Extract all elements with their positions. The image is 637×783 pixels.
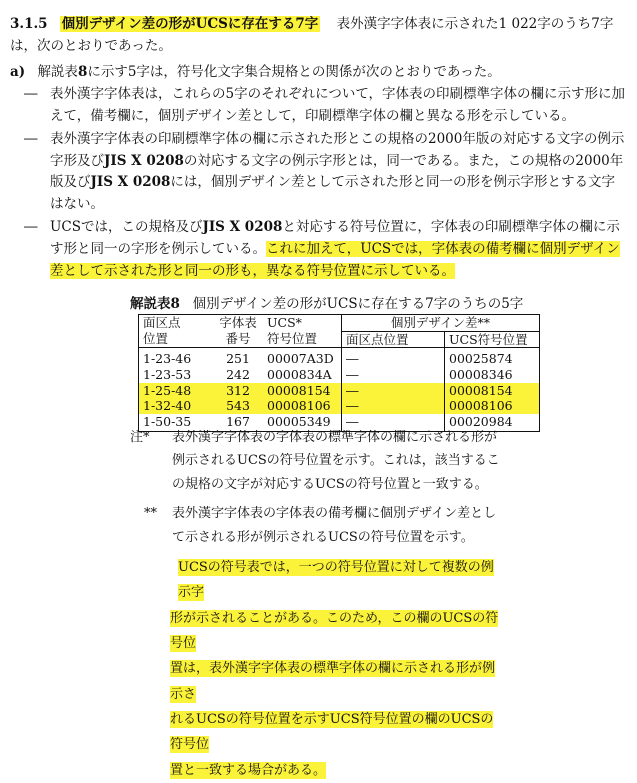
dash-item-bold: JIS X 0208	[202, 219, 283, 236]
note-2	[130, 502, 500, 549]
header-line: 符号位置	[267, 330, 318, 346]
note-1	[130, 426, 500, 496]
table-row	[139, 398, 540, 414]
table-row	[139, 383, 540, 399]
header-line: 面区点	[143, 315, 181, 330]
subheader-kuten: 面区点位置	[342, 331, 445, 348]
col-header-ucs	[263, 315, 342, 348]
cell-diff-ucs: 00008154	[445, 383, 540, 399]
cell-kuten: 1-23-53	[143, 366, 192, 382]
section-heading	[10, 14, 625, 58]
cell-ucs: 00007A3D	[267, 351, 334, 367]
dash-item-3	[10, 217, 626, 283]
dash-marker: ―	[24, 86, 38, 102]
cell-diff-kuten: ―	[342, 367, 445, 383]
section-number: 3.1.5	[10, 16, 48, 32]
cell-ucs: 00005349	[267, 413, 331, 429]
cell-diff-kuten: ―	[342, 383, 445, 399]
cell-kuten: 1-50-35	[143, 413, 192, 429]
highlighted-text: これに加えて，UCSでは，字体表の備考欄に個別デザイン差として示された形と同一の形も，異なる符号位置に示している。	[50, 241, 620, 279]
header-line: UCS*	[267, 315, 302, 330]
dash-marker: ―	[24, 130, 38, 147]
list-item-a	[10, 62, 625, 84]
cell-diff-kuten: ―	[342, 398, 445, 414]
note-extra-line: 形が示されることがある。このため，この欄のUCSの符号位	[170, 610, 499, 651]
note-extra-line: 置は，表外漢字字体表の標準字体の欄に示される形が例示さ	[170, 661, 496, 702]
dash-item-text-mid: の対応する文字の例示字形とは，同一である。また，この規格の2000年版及び	[50, 152, 624, 191]
dash-item-text-mid: と対応する符号位置に，字体表の印刷標準字体の欄に示す形と同一の字形を例示している。	[50, 219, 620, 258]
dash-item-bold: JIS X 0208	[90, 174, 171, 191]
cell-ucs: 00008154	[263, 383, 342, 399]
section-intro-text: 表外漢字字体表に示された1 022字のうち7字は，次のとおりであった。	[10, 16, 614, 54]
cell-number: 543	[213, 398, 263, 414]
cell-diff-ucs: 00008346	[445, 367, 540, 383]
item-a-text-post: に示す5字は，符号化文字集合規格との関係が次のとおりであった。	[87, 64, 501, 80]
note-extra-line: 置と一致する場合がある。	[170, 762, 327, 778]
note-extra-line: れるUCSの符号位置を示すUCS符号位置の欄のUCSの符号位	[170, 712, 494, 753]
dash-item-text-pre: UCSでは，この規格及び	[50, 219, 203, 236]
data-table	[138, 314, 540, 432]
table-caption-text: 個別デザイン差の形がUCSに存在する7字のうちの5字	[192, 296, 524, 312]
dash-item-text: 表外漢字字体表は，これらの5字のそれぞれについて，字体表の印刷標準字体の欄に示す形に加えて，備考欄に，個別デザイン差として，印刷標準字体の欄と異なる形を示している。	[50, 86, 626, 124]
col-header-kuten	[139, 315, 214, 348]
note-1-mark: 注*	[130, 430, 150, 445]
table-caption-label: 解説表8	[130, 296, 180, 312]
note-1-text: 表外漢字字体表の字体表の標準字体の欄に示される形が例示されるUCSの符号位置を示す。これは，該当するこの規格の文字が対応するUCSの符号位置と一致する。	[172, 430, 500, 492]
dash-item-bold: JIS X 0208	[104, 152, 184, 169]
header-line: 字体表	[219, 315, 257, 330]
notes-section	[130, 426, 500, 783]
dash-item-2	[10, 129, 626, 216]
note-2-mark: **	[144, 506, 157, 522]
cell-diff-kuten: ―	[342, 414, 445, 432]
cell-diff-ucs: 00008106	[445, 398, 540, 414]
cell-kuten: 1-23-46	[143, 351, 192, 367]
cell-ucs: 0000834A	[267, 366, 332, 382]
subheader-ucs: UCS符号位置	[445, 331, 540, 348]
dash-item-1	[10, 84, 626, 128]
cell-number: 242	[226, 366, 250, 382]
header-line: 位置	[143, 330, 169, 346]
table-row	[139, 348, 540, 367]
note-2-text: 表外漢字字体表の字体表の備考欄に個別デザイン差として示される形が例示されるUCSの符号位置を示す。	[172, 506, 497, 545]
dash-item-text-post: には，個別デザイン差として示された形と同一の形を例示字形とする文字はない。	[50, 174, 615, 213]
note-extra-line: UCSの符号表では，一つの符号位置に対して複数の例示字	[178, 559, 494, 601]
cell-number: 251	[226, 351, 250, 367]
section-title: 個別デザイン差の形がUCSに存在する7字	[61, 16, 319, 32]
col-header-number	[213, 315, 263, 348]
cell-kuten: 1-32-40	[139, 398, 214, 414]
item-a-text-bold: 8	[77, 64, 88, 80]
item-a-text-pre: 解説表	[37, 64, 78, 80]
cell-number: 167	[226, 413, 250, 429]
item-a-marker: a)	[10, 64, 26, 80]
col-header-design-diff: 個別デザイン差**	[342, 315, 540, 332]
header-line: 番号	[225, 330, 251, 346]
cell-diff-ucs: 00025874	[445, 348, 540, 367]
note-extra-highlighted	[130, 555, 500, 783]
table-caption	[130, 294, 550, 316]
cell-kuten: 1-25-48	[139, 383, 214, 399]
cell-diff-ucs: 00020984	[445, 414, 540, 432]
dash-list	[10, 84, 626, 284]
table-row	[139, 367, 540, 383]
cell-diff-kuten: ―	[342, 348, 445, 367]
cell-number: 312	[213, 383, 263, 399]
dash-marker: ―	[24, 219, 38, 236]
dash-item-text-pre: 表外漢字字体表の印刷標準字体の欄に示された形とこの規格の2000年版の対応する文字の例示字形及び	[50, 130, 625, 169]
cell-ucs: 00008106	[263, 398, 342, 414]
